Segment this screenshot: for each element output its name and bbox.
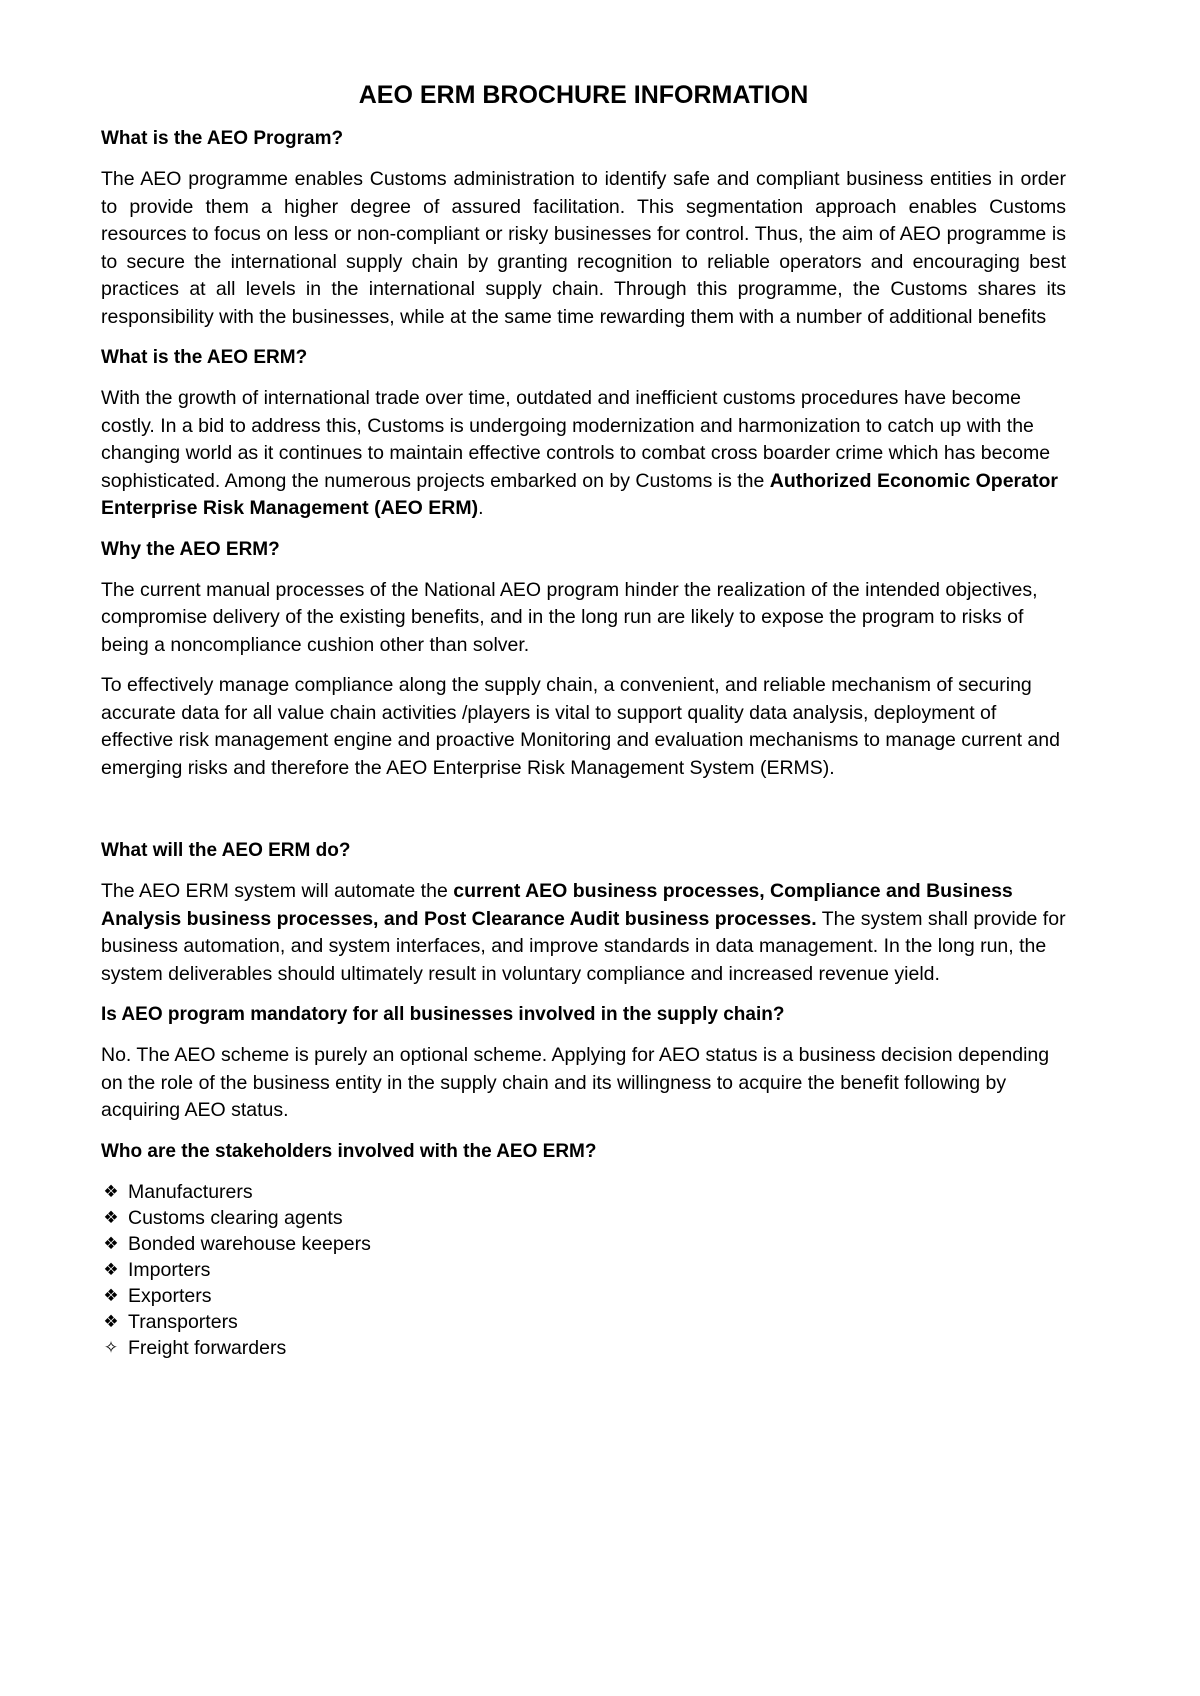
diamond-bullet-icon: ❖ — [103, 1285, 119, 1305]
diamond-bullet-icon: ❖ — [103, 1259, 119, 1279]
list-item — [101, 1283, 1066, 1309]
section-stakeholders — [101, 1138, 1066, 1361]
list-item-label: Manufacturers — [128, 1180, 253, 1203]
list-item — [101, 1205, 1066, 1231]
section-heading: Why the AEO ERM? — [101, 538, 280, 560]
stakeholder-list — [101, 1179, 1066, 1361]
list-item — [101, 1335, 1066, 1361]
section-aeo-erm-do — [101, 837, 1066, 988]
section-why-aeo-erm — [101, 536, 1066, 783]
section-body — [101, 385, 1066, 523]
body-text: With the growth of international trade over time, outdated and inefficient customs procedures have become costly. In a bid to address this, Customs is undergoing modernization and harmonization to catch up with the changing world as it continues to maintain effective controls to combat cross boarder crime which has become sophisticated. Among the numerous projects embarked on by Customs is the — [101, 387, 1051, 492]
section-body: To effectively manage compliance along the supply chain, a convenient, and reliable mechanism of securing accurate data for all value chain activities /players is vital to support quality data analysis, deployment of effective risk management engine and proactive Monitoring and evaluation mechanisms to manage current and emerging risks and therefore the AEO Enterprise Risk Management System (ERMS). — [101, 674, 1060, 779]
body-text-end: The system shall provide for business automation, and system interfaces, and improve standards in data management. In the long run, the system deliverables should ultimately result in voluntary compliance and increased revenue yield. — [101, 907, 1066, 985]
list-item-label: Importers — [128, 1258, 211, 1281]
section-heading: What is the AEO ERM? — [101, 347, 308, 368]
list-item — [101, 1309, 1066, 1335]
list-item — [101, 1257, 1066, 1283]
section-heading: Who are the stakeholders involved with the AEO ERM? — [101, 1140, 597, 1162]
list-item-label: Transporters — [128, 1310, 238, 1333]
section-body — [101, 878, 1066, 988]
document-page — [101, 78, 1066, 1361]
star-bullet-icon: ✧ — [103, 1337, 119, 1357]
section-aeo-erm — [101, 344, 1066, 523]
section-heading: What is the AEO Program? — [101, 128, 344, 149]
body-text: The AEO ERM system will automate the — [101, 880, 454, 902]
document-title: AEO ERM BROCHURE INFORMATION — [358, 81, 809, 109]
section-body: The current manual processes of the National AEO program hinder the realization of the intended objectives, compromise delivery of the existing benefits, and in the long run are likely to expose the program to risks of being a noncompliance cushion other than solver. — [101, 578, 1038, 656]
section-heading: Is AEO program mandatory for all businesses involved in the supply chain? — [101, 1004, 785, 1025]
diamond-bullet-icon: ❖ — [103, 1311, 119, 1331]
list-item-label: Bonded warehouse keepers — [128, 1232, 371, 1255]
section-mandatory — [101, 1001, 1066, 1125]
body-text-end: . — [478, 497, 484, 519]
diamond-bullet-icon: ❖ — [103, 1233, 119, 1253]
list-item — [101, 1231, 1066, 1257]
section-body: The AEO programme enables Customs administration to identify safe and compliant business entities in order to provide them a higher degree of assured facilitation. This segmentation approach enables Customs resources to focus on less or non-compliant or risky businesses for control. Thus, the aim of AEO programme is to secure the international supply chain by granting recognition to reliable operators and encouraging best practices at all levels in the international supply chain. Through this programme, the Customs shares its responsibility with the businesses, while at the same time rewarding them with a number of additional benefits — [101, 168, 1066, 328]
diamond-bullet-icon: ❖ — [103, 1207, 119, 1227]
body-bold-text: current AEO business processes, Compliance and Business Analysis business processes, and Post Clearance Audit business processes. — [101, 880, 1013, 930]
list-item-label: Customs clearing agents — [128, 1206, 343, 1229]
section-aeo-program — [101, 125, 1066, 331]
blank-space — [101, 795, 1066, 837]
section-heading: What will the AEO ERM do? — [101, 840, 351, 861]
body-bold-text: Authorized Economic Operator Enterprise Risk Management (AEO ERM) — [101, 469, 1058, 519]
section-body: No. The AEO scheme is purely an optional scheme. Applying for AEO status is a business decision depending on the role of the business entity in the supply chain and its willingness to acquire the benefit following by acquiring AEO status. — [101, 1044, 1050, 1121]
diamond-bullet-icon: ❖ — [103, 1181, 119, 1201]
list-item-label: Freight forwarders — [128, 1336, 287, 1359]
list-item — [101, 1179, 1066, 1205]
list-item-label: Exporters — [128, 1284, 212, 1307]
